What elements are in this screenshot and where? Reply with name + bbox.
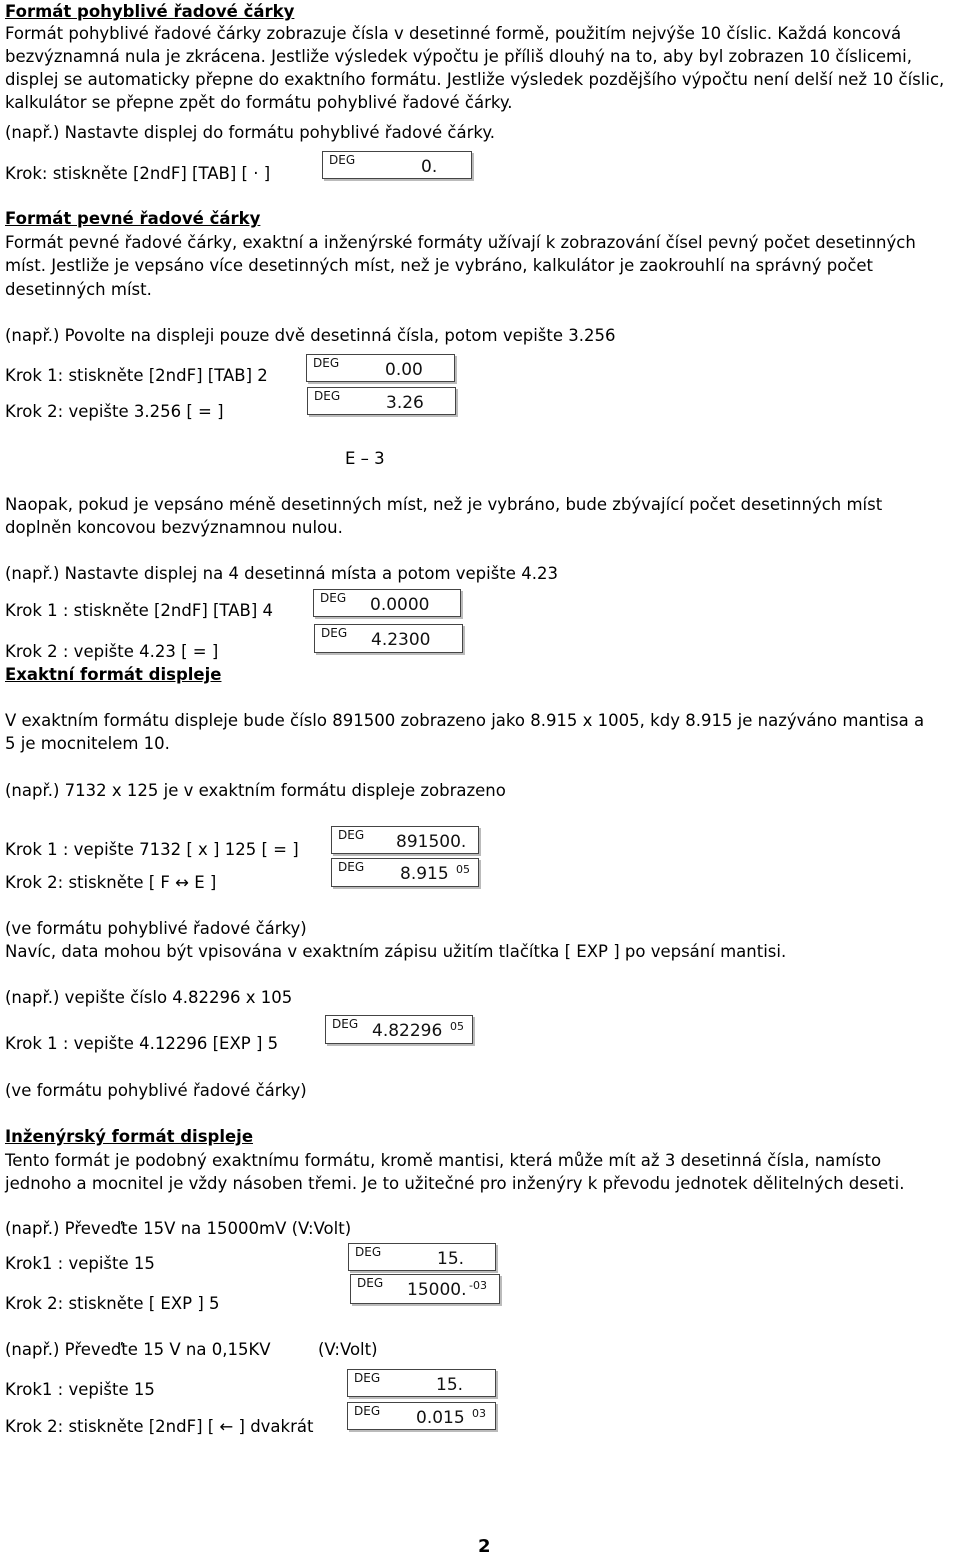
paragraph-line: kalkulátor se přepne zpět do formátu pohyblivé řadové čárky. — [5, 93, 513, 112]
example-line: (např.) Povolte na displeji pouze dvě desetinná čísla, potom vepište 3.256 — [5, 326, 616, 345]
step-line: Krok 1 : stiskněte [2ndF] [TAB] 4 — [5, 601, 274, 620]
section-title-exact: Exaktní formát displeje — [5, 665, 222, 684]
display-mode: DEG — [314, 389, 341, 403]
display-value: 0. — [421, 157, 438, 177]
note-line: (ve formátu pohyblivé řadové čárky) — [5, 919, 307, 938]
display-mode: DEG — [355, 1245, 382, 1259]
example-line: (např.) Převeďte 15 V na 0,15KV — [5, 1340, 271, 1359]
display-mode: DEG — [338, 860, 365, 874]
paragraph-line: Formát pevné řadové čárky, exaktní a inženýrské formáty užívají k zobrazování čísel pevný počet desetinných — [5, 233, 916, 252]
display-mode: DEG — [313, 356, 340, 370]
section-title-floating: Formát pohyblivé řadové čárky — [5, 2, 295, 21]
paragraph-line: doplněn koncovou bezvýznamnou nulou. — [5, 518, 343, 537]
step-line: Krok: stiskněte [2ndF] [TAB] [ · ] — [5, 164, 271, 183]
paragraph-line: displej se automaticky přepne do exaktního formátu. Jestliže výsledek pozdějšího výpočtu není delší než 10 číslic, — [5, 70, 945, 89]
calculator-display — [325, 1015, 473, 1044]
display-mode: DEG — [338, 828, 365, 842]
step-line: Krok 2 : vepište 4.23 [ = ] — [5, 642, 219, 661]
display-value: 891500. — [396, 832, 467, 852]
example-line: (např.) Nastavte displej do formátu pohyblivé řadové čárky. — [5, 123, 496, 142]
note-line: E – 3 — [345, 449, 385, 468]
step-line: Krok 1 : vepište 4.12296 [EXP ] 5 — [5, 1034, 279, 1053]
display-exponent: 03 — [472, 1407, 486, 1420]
step-line: Krok1 : vepište 15 — [5, 1254, 155, 1273]
display-exponent: -03 — [469, 1279, 487, 1292]
display-mode: DEG — [321, 626, 348, 640]
display-value: 4.82296 — [372, 1021, 443, 1041]
display-exponent: 05 — [450, 1020, 464, 1033]
paragraph-line: Naopak, pokud je vepsáno méně desetinných míst, než je vybráno, bude zbývající počet desetinných míst — [5, 495, 883, 514]
display-value: 8.915 — [400, 864, 449, 884]
calculator-display — [331, 858, 479, 887]
paragraph-line: míst. Jestliže je vepsáno více desetinných míst, než je vybráno, kalkulátor je zaokrouhlí na správný počet — [5, 256, 874, 275]
note-line: (ve formátu pohyblivé řadové čárky) — [5, 1081, 307, 1100]
display-mode: DEG — [329, 153, 356, 167]
step-line: Krok 2: stiskněte [ EXP ] 5 — [5, 1294, 220, 1313]
display-value: 3.26 — [386, 393, 424, 413]
section-title-engineering: Inženýrský formát displeje — [5, 1127, 254, 1146]
display-mode: DEG — [357, 1276, 384, 1290]
calculator-display — [331, 826, 479, 854]
display-exponent: 05 — [456, 863, 470, 876]
display-value: 0.0000 — [370, 595, 430, 615]
display-mode: DEG — [332, 1017, 359, 1031]
example-line: (např.) Převeďte 15V na 15000mV (V:Volt) — [5, 1219, 352, 1238]
example-line: (V:Volt) — [318, 1340, 378, 1359]
paragraph-line: Formát pohyblivé řadové čárky zobrazuje čísla v desetinné formě, použitím nejvýše 10 číslic. Každá koncová — [5, 24, 902, 43]
display-mode: DEG — [320, 591, 347, 605]
example-line: (např.) Nastavte displej na 4 desetinná místa a potom vepište 4.23 — [5, 564, 558, 583]
paragraph-line: desetinných míst. — [5, 280, 152, 299]
paragraph-line: Tento formát je podobný exaktnímu formátu, kromě mantisi, která může mít až 3 desetinná čísla, namísto — [5, 1151, 882, 1170]
calculator-display — [313, 589, 461, 617]
calculator-display — [350, 1274, 500, 1304]
step-line: Krok 1: stiskněte [2ndF] [TAB] 2 — [5, 366, 268, 385]
step-line: Krok 1 : vepište 7132 [ x ] 125 [ = ] — [5, 840, 299, 859]
paragraph-line: bezvýznamná nula je zkrácena. Jestliže výsledek výpočtu je příliš dlouhý na to, aby byl zobrazen 10 číslicemi, — [5, 47, 912, 66]
step-line: Krok 2: vepište 3.256 [ = ] — [5, 402, 224, 421]
paragraph-line: V exaktním formátu displeje bude číslo 891500 zobrazeno jako 8.915 x 1005, kdy 8.915 je nazýváno mantisa a — [5, 711, 925, 730]
example-line: (např.) vepište číslo 4.82296 x 105 — [5, 988, 293, 1007]
paragraph-line: Navíc, data mohou být vpisována v exaktním zápisu užitím tlačítka [ EXP ] po vepsání mantisi. — [5, 942, 787, 961]
display-mode: DEG — [354, 1371, 381, 1385]
example-line: (např.) 7132 x 125 je v exaktním formátu displeje zobrazeno — [5, 781, 506, 800]
display-mode: DEG — [354, 1404, 381, 1418]
step-line: Krok 2: stiskněte [ F ↔ E ] — [5, 873, 217, 892]
step-line: Krok1 : vepište 15 — [5, 1380, 155, 1399]
calculator-display — [347, 1402, 496, 1430]
display-value: 15000. — [407, 1280, 467, 1300]
section-title-fixed: Formát pevné řadové čárky — [5, 209, 261, 228]
page-number: 2 — [478, 1536, 491, 1557]
display-value: 15. — [437, 1249, 465, 1269]
display-value: 15. — [436, 1375, 464, 1395]
calculator-display — [306, 354, 455, 382]
calculator-display — [307, 387, 456, 415]
paragraph-line: 5 je mocnitelem 10. — [5, 734, 170, 753]
display-value: 0.015 — [416, 1408, 465, 1428]
calculator-display — [314, 624, 463, 653]
calculator-display — [322, 151, 472, 179]
display-value: 4.2300 — [371, 630, 431, 650]
step-line: Krok 2: stiskněte [2ndF] [ ← ] dvakrát — [5, 1417, 314, 1436]
calculator-display — [347, 1369, 496, 1397]
display-value: 0.00 — [385, 360, 423, 380]
paragraph-line: jednoho a mocnitel je vždy násoben třemi. Je to užitečné pro inženýry k převodu jednotek dělitelných deseti. — [5, 1174, 905, 1193]
calculator-display — [348, 1243, 496, 1271]
